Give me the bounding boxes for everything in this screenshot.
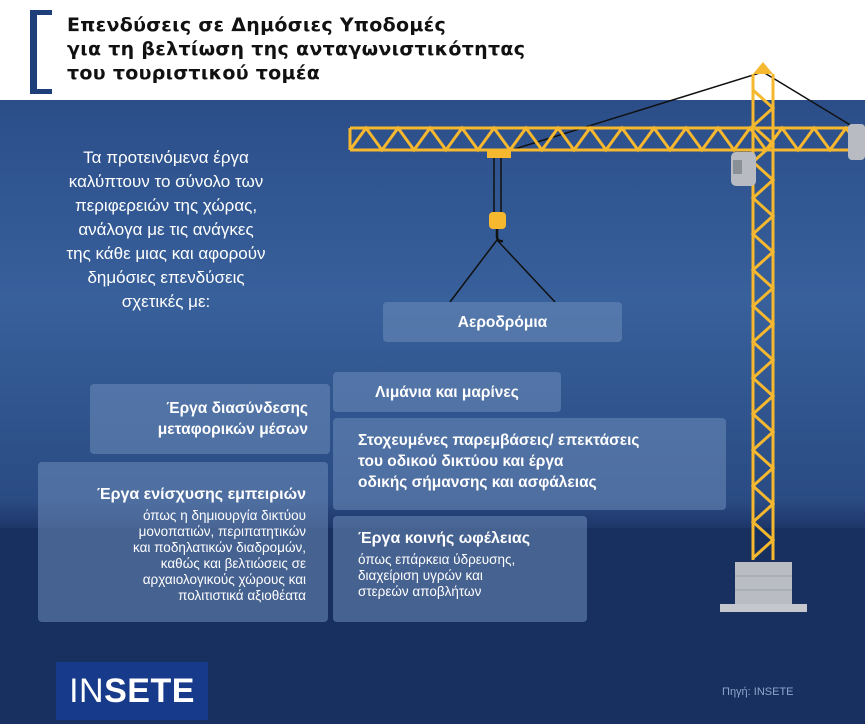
box-detail-line: πολιτιστικά αξιοθέατα — [178, 588, 306, 603]
title-line: για τη βελτίωση της ανταγωνιστικότητας — [67, 38, 526, 60]
crane-base — [735, 562, 792, 606]
box-title-line: οδικής σήμανσης και ασφάλειας — [358, 474, 597, 491]
intro-line: της κάθε μιας και αφορούν — [66, 244, 266, 263]
hook-icon — [497, 229, 503, 241]
box-detail-line: διαχείριση υγρών και — [358, 568, 483, 583]
box-detail-line: αρχαιολογικούς χώρους και — [142, 572, 306, 587]
box-title-line: μεταφορικών μέσων — [157, 421, 308, 438]
intro-line: καλύπτουν το σύνολο των — [68, 172, 264, 191]
box-title: Λιμάνια και μαρίνες — [375, 383, 519, 401]
intro-line: περιφερειών της χώρας, — [74, 196, 258, 215]
box-detail-line: στερεών αποβλήτων — [358, 584, 482, 599]
counterweight — [848, 124, 865, 160]
title-line: Επενδύσεις σε Δημόσιες Υποδομές — [67, 14, 447, 36]
box-detail-line: μονοπατιών, περιπατητικών — [138, 524, 306, 539]
intro-line: ανάλογα με τις ανάγκες — [78, 220, 254, 239]
box-utility — [333, 516, 587, 622]
intro-text — [30, 146, 302, 314]
box-title: Έργα κοινής ωφέλειας — [358, 530, 531, 547]
box-title-line: Στοχευμένες παρεμβάσεις/ επεκτάσεις — [358, 432, 640, 449]
logo-part-sete: SETE — [104, 672, 195, 710]
logo-part-in: IN — [69, 672, 105, 710]
box-ports — [333, 372, 561, 412]
box-detail-line: καθώς και βελτιώσεις σε — [160, 556, 306, 571]
box-road — [333, 418, 726, 510]
box-detail-line: όπως η δημιουργία δικτύου — [142, 508, 306, 523]
hook-block — [489, 212, 506, 229]
title-line: του τουριστικού τομέα — [67, 62, 321, 84]
box-transport — [90, 384, 330, 454]
box-detail-line: όπως επάρκεια ύδρευσης, — [358, 552, 516, 567]
box-detail-line: και ποδηλατικών διαδρομών, — [133, 540, 306, 555]
intro-line: σχετικές με: — [121, 292, 211, 311]
insete-logo — [56, 662, 208, 720]
intro-line: δημόσιες επενδύσεις — [87, 268, 245, 287]
crane-jib — [350, 128, 865, 150]
box-title-line: του οδικού δικτύου και έργα — [358, 453, 564, 470]
crane-trolley — [487, 151, 511, 158]
crane-top — [753, 62, 773, 74]
box-experience — [38, 462, 328, 622]
source-note: Πηγή: INSETE — [722, 686, 794, 698]
intro-line: Τα προτεινόμενα έργα — [83, 148, 249, 167]
box-title-line: Έργα διασύνδεσης — [166, 400, 308, 417]
box-title: Έργα ενίσχυσης εμπειριών — [96, 486, 306, 503]
box-title: Αεροδρόμια — [457, 313, 548, 331]
box-airports — [383, 302, 622, 342]
